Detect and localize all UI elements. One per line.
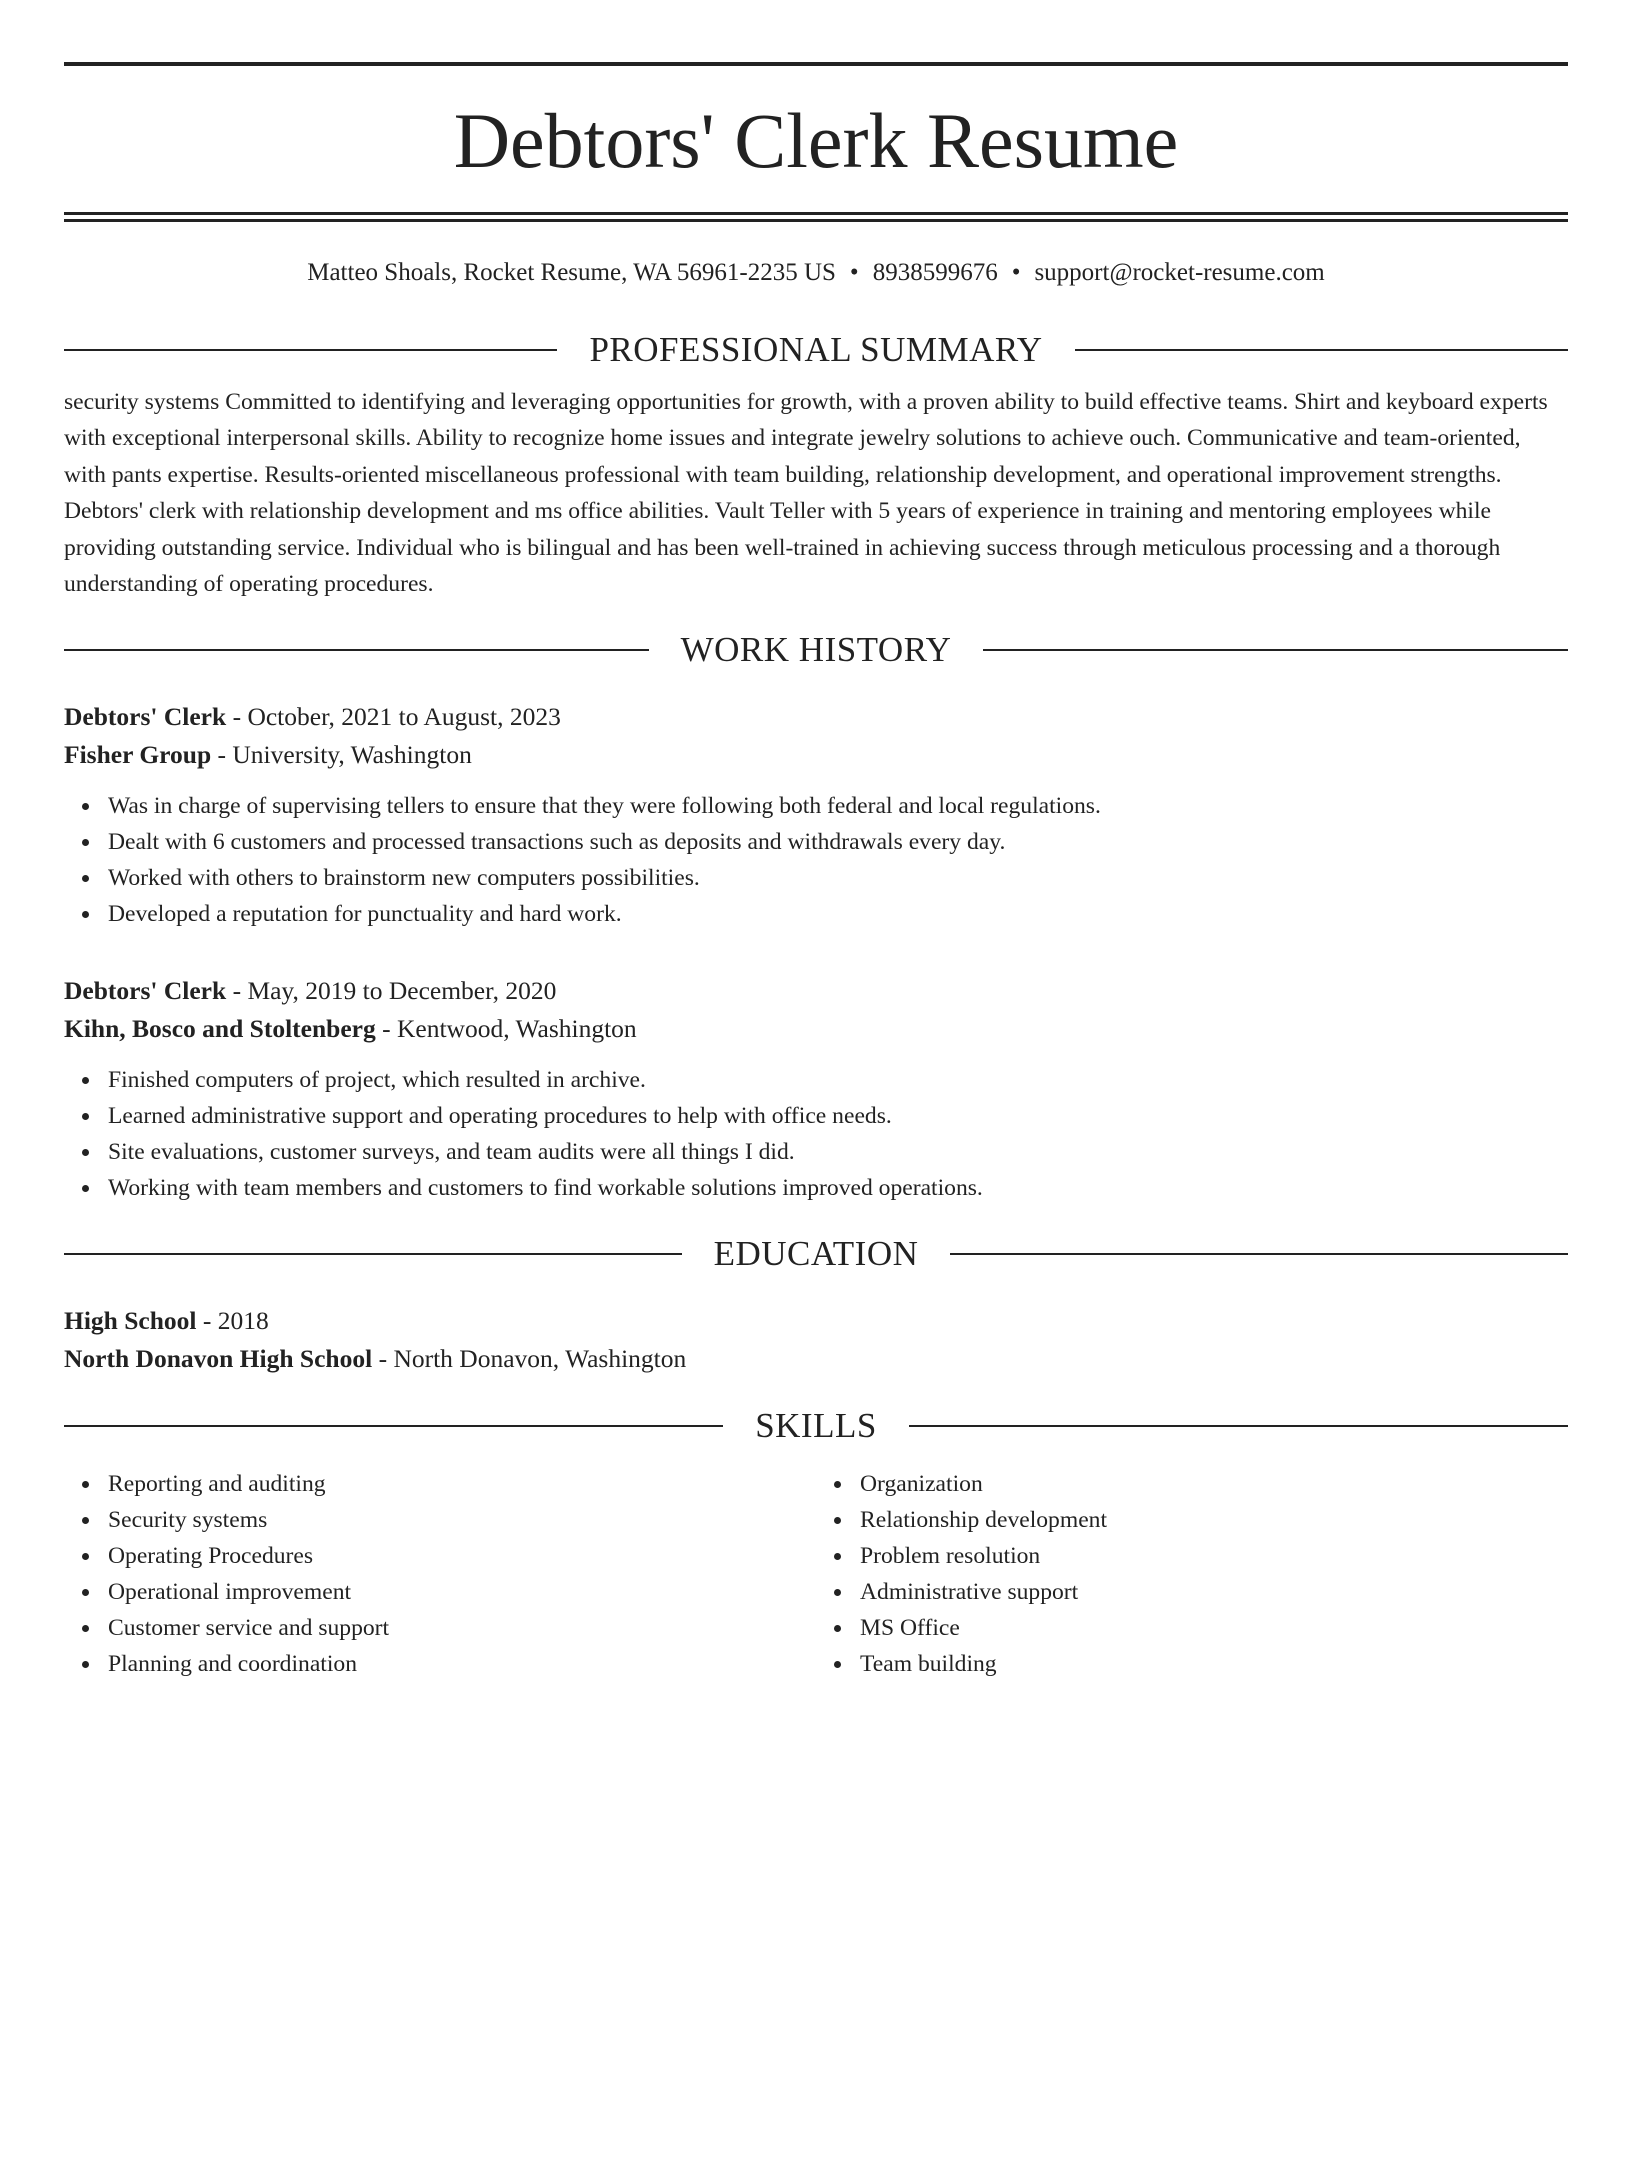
dash: - — [217, 740, 226, 770]
list-item: Site evaluations, customer surveys, and team audits were all things I did. — [108, 1134, 1568, 1170]
education-school: North Donavon High School — [64, 1344, 373, 1374]
title-bottom-rule — [64, 212, 1568, 222]
job-company-line — [64, 1010, 1568, 1048]
job-company: Fisher Group — [64, 740, 212, 770]
contact-address: Matteo Shoals, Rocket Resume, WA 56961-2235 US — [307, 259, 836, 286]
section-heading-skills — [64, 1404, 1568, 1448]
job-entry — [64, 972, 1568, 1206]
section-rule — [64, 349, 557, 351]
section-title: WORK HISTORY — [680, 630, 952, 670]
list-item: Organization — [860, 1466, 1568, 1502]
section-rule — [64, 1425, 723, 1427]
dash: - — [382, 1014, 391, 1044]
contact-email: support@rocket-resume.com — [1034, 259, 1325, 286]
list-item: Customer service and support — [108, 1610, 816, 1646]
section-rule — [909, 1425, 1568, 1427]
section-rule — [983, 649, 1568, 651]
list-item: Was in charge of supervising tellers to ensure that they were following both federal and local regulations. — [108, 788, 1568, 824]
list-item: Security systems — [108, 1502, 816, 1538]
education-location: North Donavon, Washington — [393, 1344, 687, 1374]
list-item: Finished computers of project, which resulted in archive. — [108, 1062, 1568, 1098]
list-item: Relationship development — [860, 1502, 1568, 1538]
job-dates: October, 2021 to August, 2023 — [247, 702, 561, 732]
list-item: Reporting and auditing — [108, 1466, 816, 1502]
job-title-line — [64, 972, 1568, 1010]
list-item: Dealt with 6 customers and processed transactions such as deposits and withdrawals every day. — [108, 824, 1568, 860]
list-item: Developed a reputation for punctuality and hard work. — [108, 896, 1568, 932]
list-item: Operating Procedures — [108, 1538, 816, 1574]
skills-columns — [64, 1466, 1568, 1682]
job-title: Debtors' Clerk — [64, 976, 227, 1006]
job-bullets — [64, 1062, 1568, 1206]
contact-phone: 8938599676 — [872, 259, 998, 286]
list-item: Team building — [860, 1646, 1568, 1682]
job-entry — [64, 698, 1568, 932]
dash: - — [232, 702, 242, 732]
skills-list-right — [816, 1466, 1568, 1682]
section-title: PROFESSIONAL SUMMARY — [589, 330, 1043, 369]
list-item: MS Office — [860, 1610, 1568, 1646]
section-heading-summary — [64, 328, 1568, 372]
skills-list-left — [64, 1466, 816, 1682]
page-title: Debtors' Clerk Resume — [453, 97, 1179, 184]
dash: - — [232, 976, 242, 1006]
title-top-rule — [64, 62, 1568, 66]
list-item: Problem resolution — [860, 1538, 1568, 1574]
education-year: 2018 — [217, 1306, 269, 1336]
list-item: Worked with others to brainstorm new computers possibilities. — [108, 860, 1568, 896]
education-degree-line — [64, 1302, 1568, 1340]
resume-page — [0, 62, 1632, 2174]
section-rule — [64, 649, 649, 651]
job-title-line — [64, 698, 1568, 736]
education-degree: High School — [64, 1306, 197, 1336]
section-title: EDUCATION — [713, 1234, 919, 1274]
dash: - — [378, 1344, 388, 1374]
list-item: Planning and coordination — [108, 1646, 816, 1682]
section-rule — [1075, 349, 1568, 351]
list-item: Working with team members and customers to find workable solutions improved operations. — [108, 1170, 1568, 1206]
summary-text: security systems Committed to identifying and leveraging opportunities for growth, with a proven ability to build effective teams. Shirt and keyboard experts with exceptional interpersonal skills. Ability to recognize home issues and integrate jewelry solutions to achieve ouch. Communicative and team-oriented, with pants expertise. Results-oriented miscellaneous professional with team building, relationship development, and operational improvement strengths. Debtors' clerk with relationship development and ms office abilities. Vault Teller with 5 years of experience in training and mentoring employees while providing outstanding service. Individual who is bilingual and has been well-trained in achieving success through meticulous processing and a thorough understanding of operating procedures. — [64, 389, 1548, 598]
job-title: Debtors' Clerk — [64, 702, 227, 732]
job-dates: May, 2019 to December, 2020 — [247, 976, 557, 1006]
job-location: Kentwood, Washington — [396, 1014, 637, 1044]
contact-line — [64, 256, 1568, 290]
section-rule — [950, 1253, 1568, 1255]
list-item: Administrative support — [860, 1574, 1568, 1610]
job-company-line — [64, 736, 1568, 774]
section-heading-education — [64, 1232, 1568, 1276]
contact-separator: • — [849, 259, 859, 286]
job-location: University, Washington — [232, 740, 472, 770]
job-bullets — [64, 788, 1568, 932]
job-company: Kihn, Bosco and Stoltenberg — [64, 1014, 376, 1044]
list-item: Learned administrative support and operating procedures to help with office needs. — [108, 1098, 1568, 1134]
section-heading-work — [64, 628, 1568, 672]
dash: - — [202, 1306, 212, 1336]
section-rule — [64, 1253, 682, 1255]
education-school-line — [64, 1340, 1568, 1378]
contact-separator: • — [1011, 259, 1021, 286]
section-title: SKILLS — [755, 1406, 877, 1446]
education-entry — [64, 1302, 1568, 1378]
list-item: Operational improvement — [108, 1574, 816, 1610]
